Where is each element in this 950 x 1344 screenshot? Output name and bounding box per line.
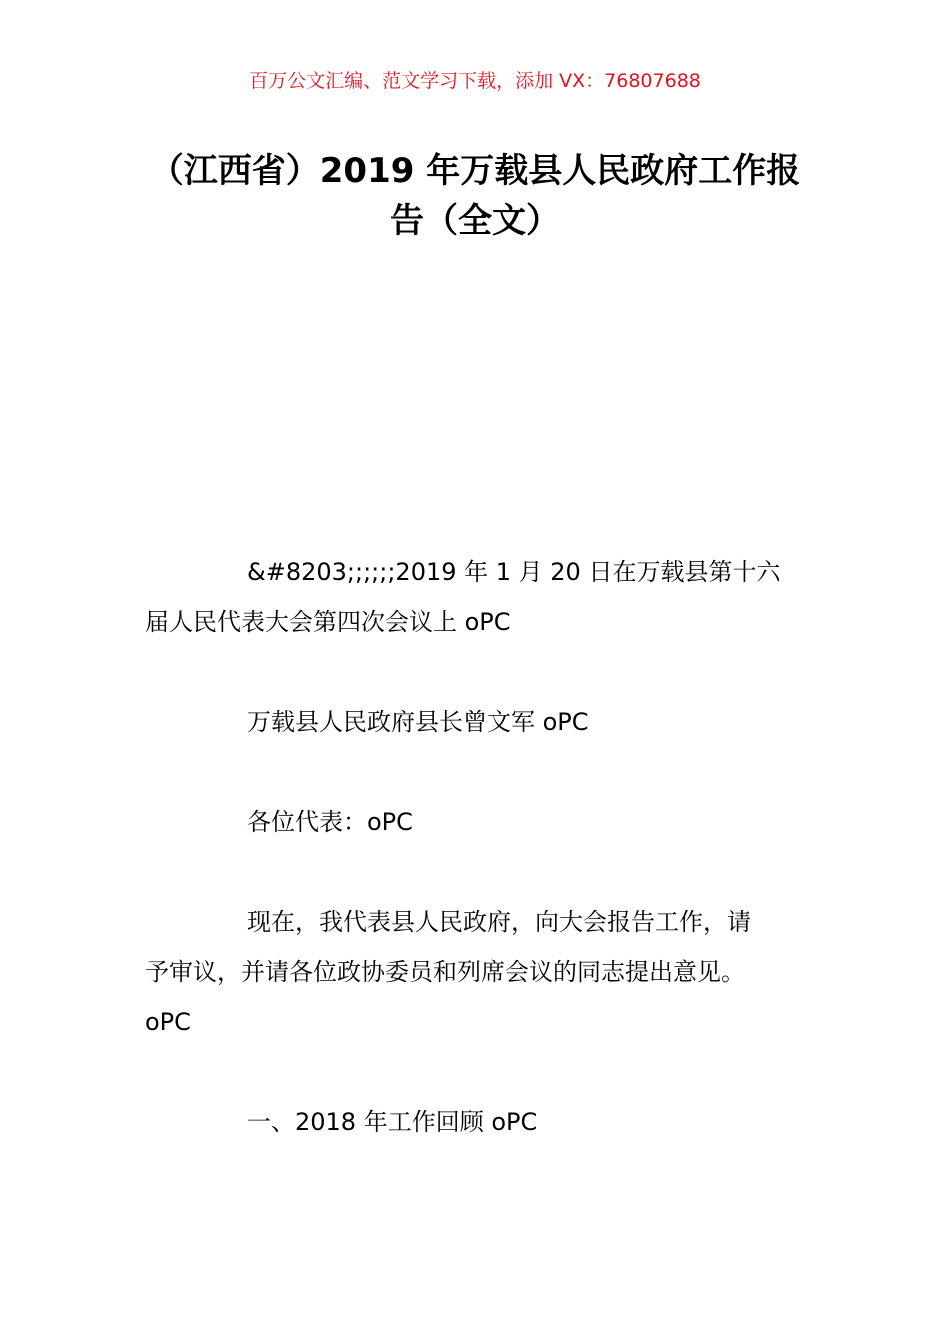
paragraph-intro (145, 897, 845, 1047)
paragraph-line: oPC (145, 1008, 191, 1036)
document-body (145, 547, 845, 1197)
paragraph-line: 万载县人民政府县长曾文军 oPC (247, 708, 589, 736)
paragraph-line: 现在，我代表县人民政府，向大会报告工作，请 (247, 908, 751, 936)
title-line-2: 告（全文） (390, 201, 560, 241)
paragraph-line: 一、2018 年工作回顾 oPC (247, 1108, 538, 1136)
paragraph-salutation (145, 797, 845, 847)
paragraph-line: 届人民代表大会第四次会议上 oPC (145, 608, 511, 636)
section-heading (145, 1097, 845, 1147)
title-line-1: （江西省）2019 年万载县人民政府工作报 (149, 151, 801, 191)
paragraph-line: 予审议，并请各位政协委员和列席会议的同志提出意见。 (145, 958, 745, 986)
paragraph-speaker (145, 697, 845, 747)
watermark-header: 百万公文汇编、范文学习下载，添加 VX：76807688 (249, 70, 701, 92)
document-title (0, 146, 950, 246)
paragraph-line: &#8203;;;;;;2019 年 1 月 20 日在万载县第十六 (247, 558, 781, 586)
paragraph-line: 各位代表：oPC (247, 808, 413, 836)
paragraph-meeting-info (145, 547, 845, 647)
